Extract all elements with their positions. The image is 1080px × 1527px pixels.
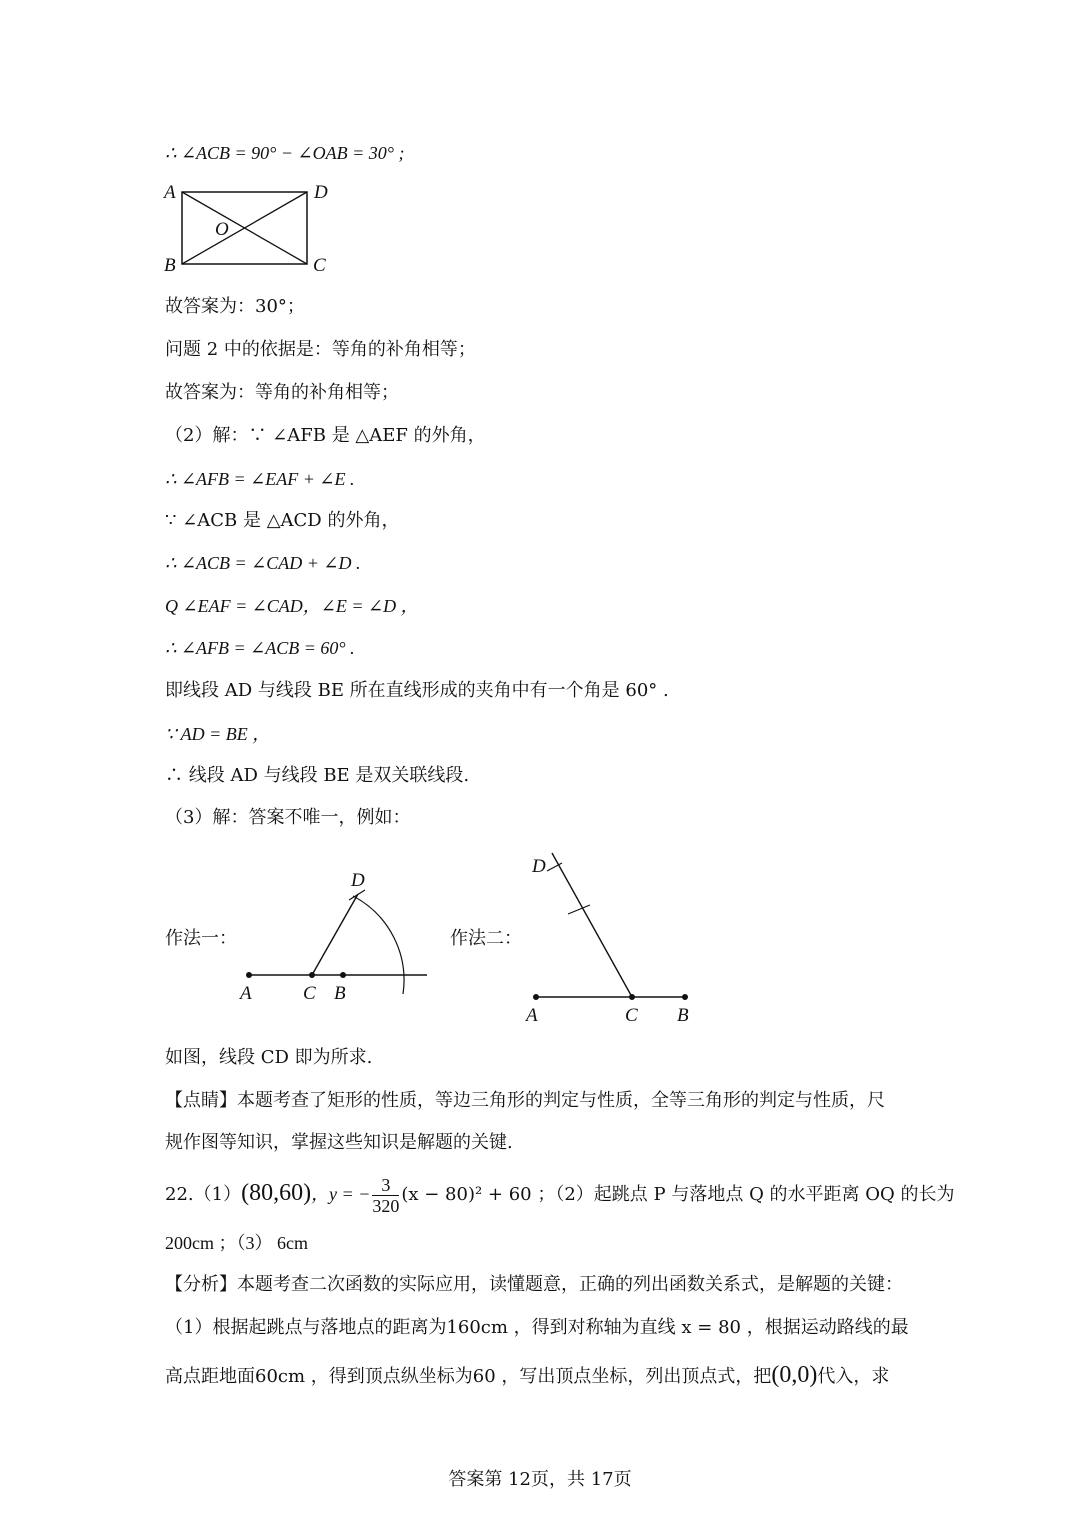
line-7: ∵ ∠ACB 是 △ACD 的外角， bbox=[165, 510, 400, 531]
method-1-point-c bbox=[309, 972, 315, 978]
q22-vertex: (80,60) bbox=[241, 1180, 312, 1206]
rect-label-c: C bbox=[313, 255, 326, 276]
q22-eq-start: ，y = − bbox=[311, 1184, 371, 1204]
rect-label-d: D bbox=[314, 182, 328, 203]
line-16: 【点睛】本题考查了矩形的性质，等边三角形的判定与性质，全等三角形的判定与性质，尺 bbox=[165, 1090, 885, 1111]
line-19: 200cm ；（3） 6cm bbox=[165, 1233, 308, 1253]
method-1-label-b: B bbox=[334, 983, 346, 1004]
rectangle-figure bbox=[158, 176, 338, 276]
method-2-label-d: D bbox=[532, 856, 546, 877]
line-2: 故答案为：30°； bbox=[165, 296, 305, 317]
method-1-figure bbox=[235, 862, 435, 1007]
line-22-origin: (0,0) bbox=[771, 1362, 818, 1388]
fraction-numerator: 3 bbox=[372, 1175, 399, 1196]
method-2-mark-mid bbox=[568, 905, 590, 914]
rect-label-o: O bbox=[215, 219, 229, 240]
method-1-label-c: C bbox=[303, 983, 316, 1004]
line-17: 规作图等知识，掌握这些知识是解题的关键. bbox=[165, 1132, 513, 1153]
line-4: 故答案为：等角的补角相等； bbox=[165, 382, 399, 403]
method-2-label: 作法二： bbox=[450, 928, 522, 949]
line-8: ∴ ∠ACB = ∠CAD + ∠D . bbox=[165, 553, 361, 573]
line-20: 【分析】本题考查二次函数的实际应用，读懂题意，正确的列出函数关系式，是解题的关键： bbox=[165, 1274, 903, 1295]
line-5: （2）解：∵ ∠AFB 是 △AEF 的外角， bbox=[165, 425, 486, 446]
line-22-part-a: 高点距地面60cm ，得到顶点纵坐标为60 ，写出顶点坐标，列出顶点式，把 bbox=[165, 1366, 772, 1387]
method-1-label: 作法一： bbox=[165, 928, 237, 949]
rect-label-b: B bbox=[164, 255, 176, 276]
q22-fraction bbox=[372, 1175, 399, 1216]
line-12: ∵ AD = BE ， bbox=[165, 724, 271, 744]
line-6: ∴ ∠AFB = ∠EAF + ∠E . bbox=[165, 469, 355, 489]
method-1-point-a bbox=[246, 972, 252, 978]
rect-label-a: A bbox=[164, 182, 176, 203]
fraction-denominator: 320 bbox=[372, 1195, 400, 1216]
method-1-label-d: D bbox=[351, 870, 365, 891]
line-18 bbox=[165, 1168, 955, 1220]
method-1-arc bbox=[353, 896, 404, 994]
line-1: ∴ ∠ACB = 90° − ∠OAB = 30° ; bbox=[165, 143, 405, 163]
method-2-figure bbox=[520, 845, 710, 1025]
line-9: Q ∠EAF = ∠CAD，∠E = ∠D ， bbox=[165, 596, 419, 616]
line-13: ∴ 线段 AD 与线段 BE 是双关联线段. bbox=[165, 765, 470, 786]
method-2-segment-cd bbox=[552, 853, 632, 997]
q22-prefix: 22.（1） bbox=[165, 1184, 242, 1205]
method-1-point-b bbox=[340, 972, 346, 978]
method-1-segment-cd bbox=[312, 894, 358, 975]
line-10: ∴ ∠AFB = ∠ACB = 60° . bbox=[165, 638, 355, 658]
page-footer: 答案第 12页，共 17页 bbox=[448, 1469, 632, 1490]
method-2-point-c bbox=[629, 994, 635, 1000]
method-2-label-c: C bbox=[625, 1005, 638, 1025]
method-2-label-a: A bbox=[526, 1005, 538, 1025]
method-1-label-a: A bbox=[240, 983, 252, 1004]
line-14: （3）解：答案不唯一，例如： bbox=[165, 807, 411, 828]
line-11: 即线段 AD 与线段 BE 所在直线形成的夹角中有一个角是 60° . bbox=[165, 680, 669, 701]
method-2-point-b bbox=[682, 994, 688, 1000]
line-22-part-c: 代入，求 bbox=[817, 1366, 890, 1387]
method-2-label-b: B bbox=[677, 1005, 689, 1025]
line-21: （1）根据起跳点与落地点的距离为160cm ，得到对称轴为直线 x = 80 ，根据运动路线的最 bbox=[165, 1317, 909, 1338]
line-3: 问题 2 中的依据是：等角的补角相等； bbox=[165, 339, 476, 360]
line-15: 如图，线段 CD 即为所求. bbox=[165, 1047, 373, 1068]
method-2-point-a bbox=[533, 994, 539, 1000]
q22-rest: (x − 80)² + 60 ；（2）起跳点 P 与落地点 Q 的水平距离 OQ 的长为 bbox=[401, 1184, 955, 1205]
line-22 bbox=[165, 1362, 889, 1390]
